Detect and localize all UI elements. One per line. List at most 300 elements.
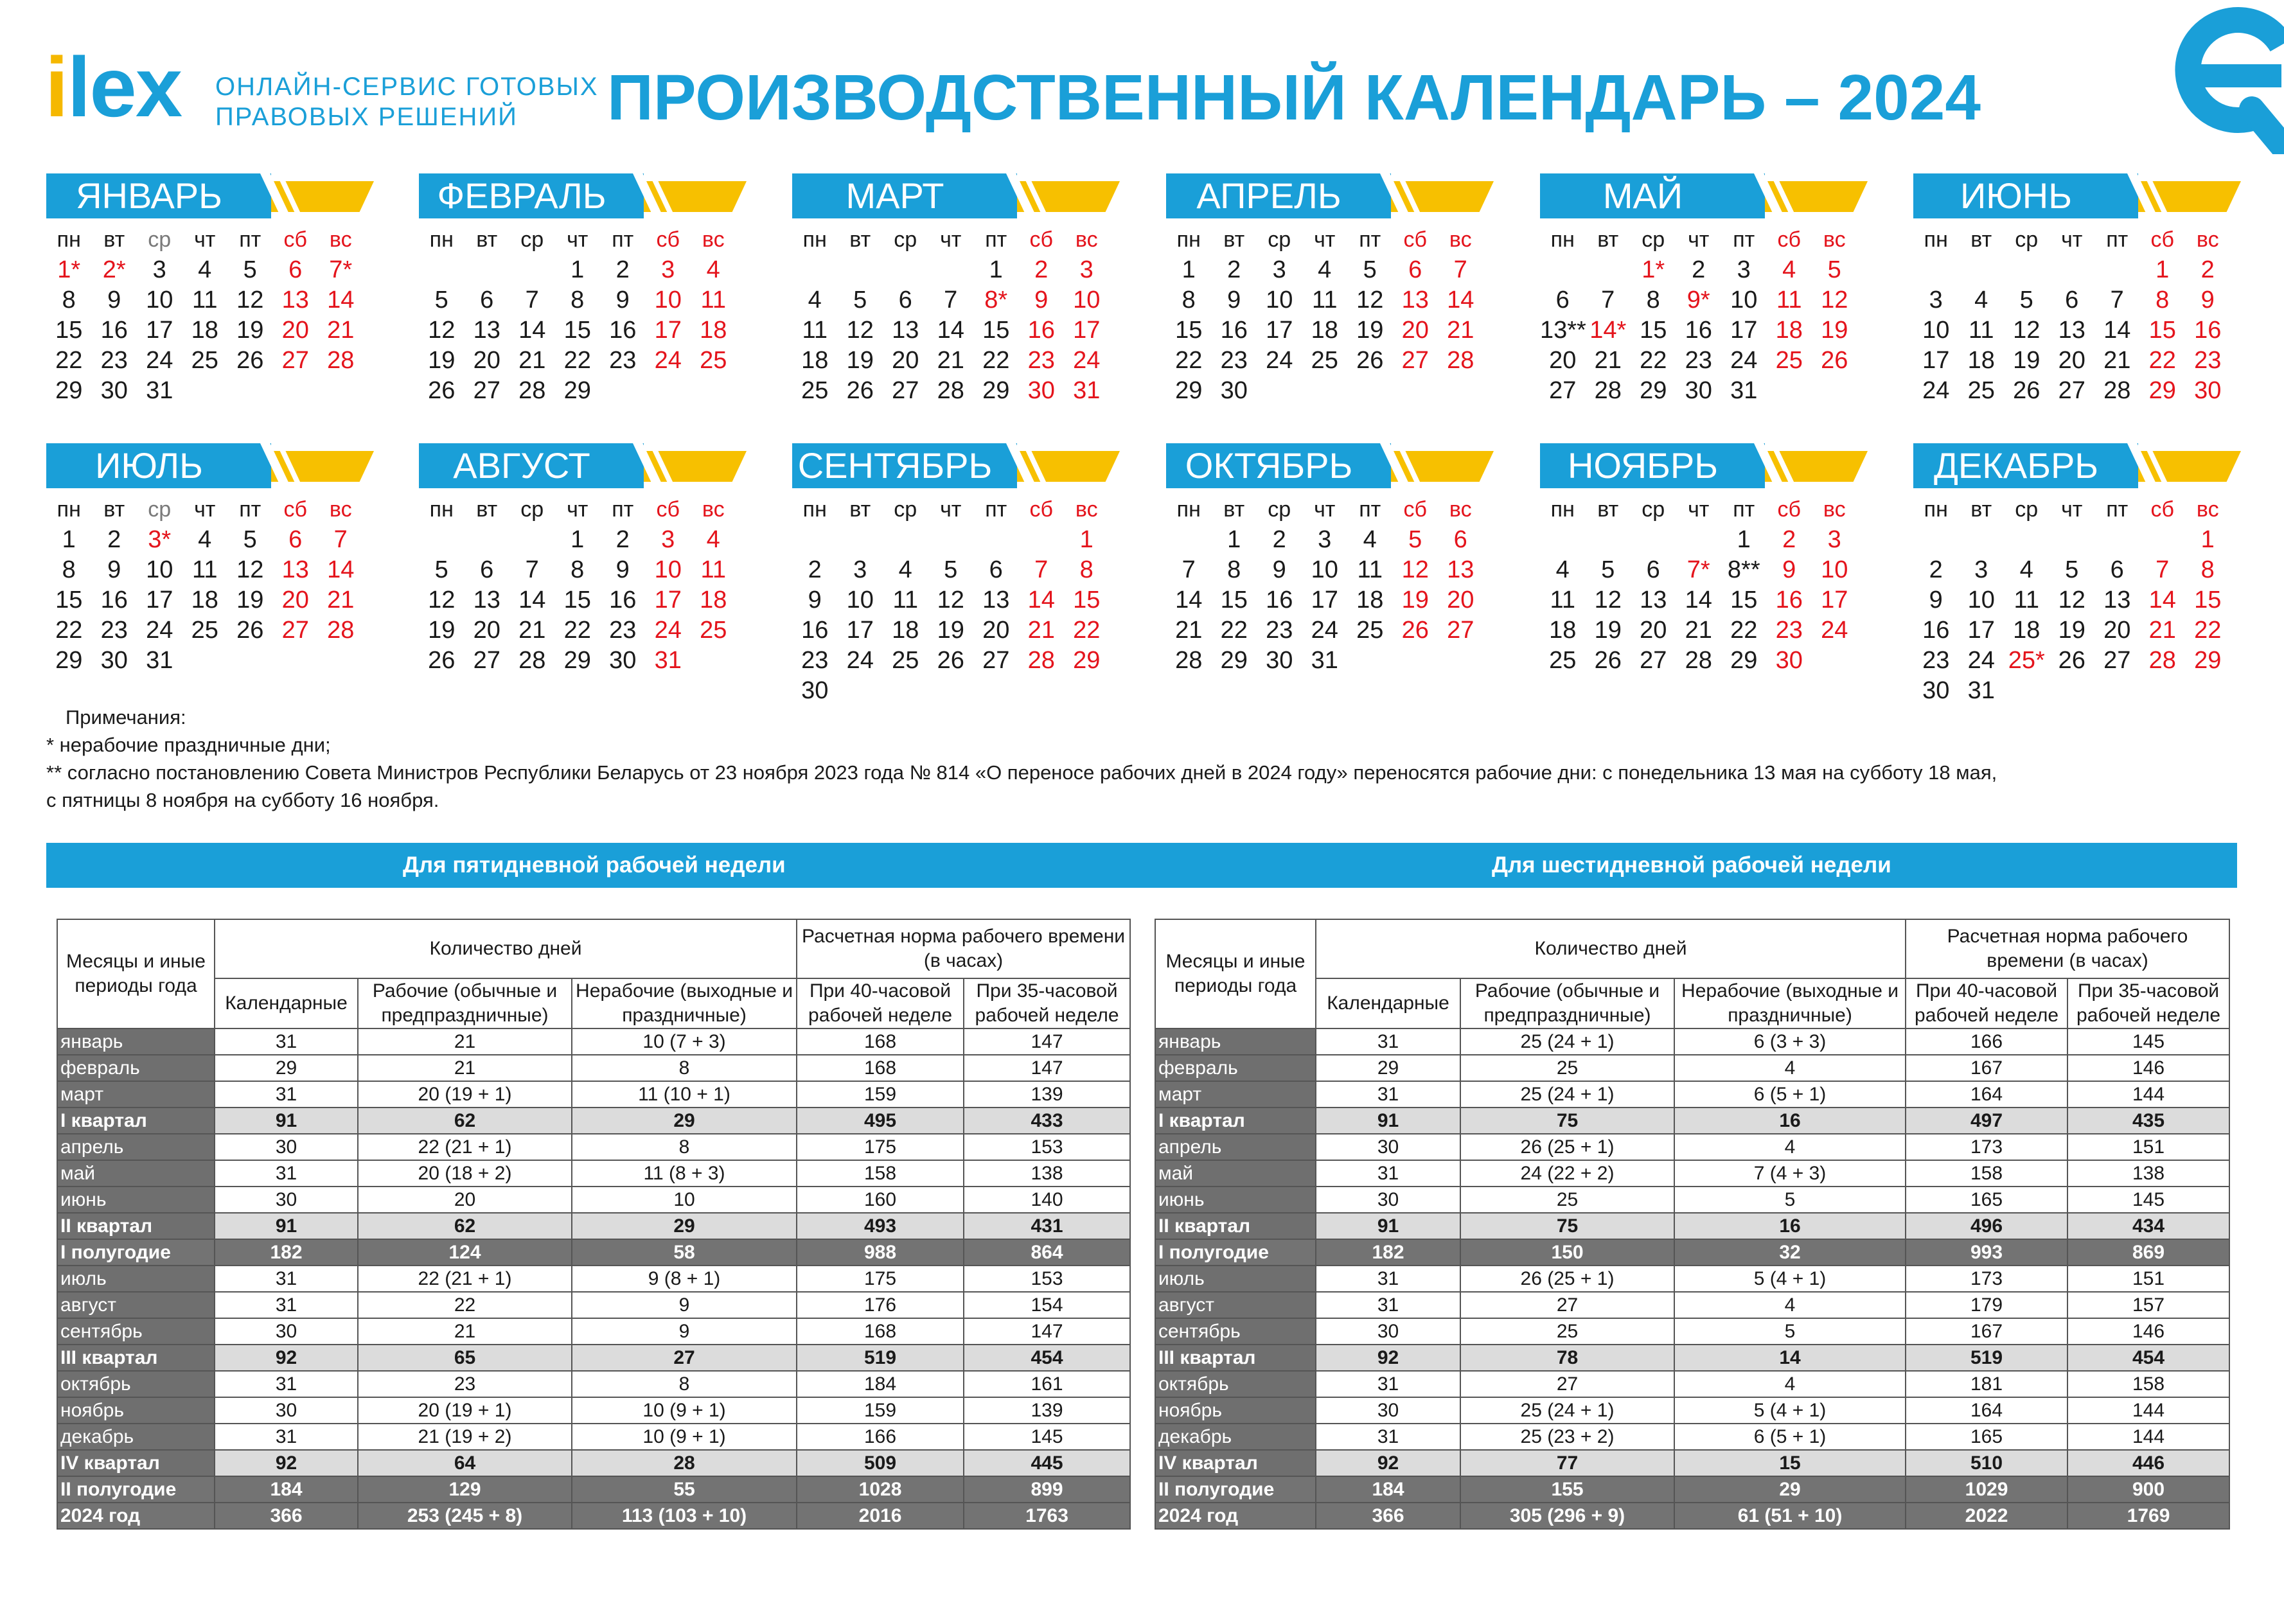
weekday-label: ср xyxy=(1268,227,1291,252)
table-cell: 11 (8 + 3) xyxy=(572,1160,797,1187)
day-cell: 21 xyxy=(1447,317,1474,344)
weekday-label: вс xyxy=(702,497,725,522)
month-name: СЕНТЯБРЬ xyxy=(797,445,993,486)
table-cell: 25 (24 + 1) xyxy=(1460,1028,1674,1055)
day-cell: 15 xyxy=(55,317,83,344)
table-cell: 24 (22 + 2) xyxy=(1460,1160,1674,1187)
table-cell: 175 xyxy=(797,1266,964,1292)
row-label: октябрь xyxy=(57,1371,215,1397)
day-cell: 30 xyxy=(1027,377,1055,404)
row-label: апрель xyxy=(57,1134,215,1160)
month-day-grid xyxy=(1913,225,2241,406)
table-cell: 988 xyxy=(797,1239,964,1266)
table-cell: 31 xyxy=(1316,1424,1460,1450)
table-cell: 25 (23 + 2) xyxy=(1460,1424,1674,1450)
table-cell: 151 xyxy=(2067,1266,2229,1292)
table-cell: 168 xyxy=(797,1318,964,1345)
empty-day xyxy=(1166,525,1212,555)
empty-day xyxy=(928,255,974,285)
empty-day xyxy=(1959,525,2005,555)
day-cell: 21 xyxy=(518,347,546,374)
table-cell: 145 xyxy=(2067,1028,2229,1055)
table-cell: 32 xyxy=(1674,1239,1906,1266)
note-1: * нерабочие праздничные дни; xyxy=(46,734,331,756)
day-cell: 14 xyxy=(1685,587,1712,613)
day-cell: 24 xyxy=(1922,377,1950,404)
day-cell: 19 xyxy=(937,617,964,644)
table-cell: 2022 xyxy=(1906,1503,2067,1529)
table-cell: 92 xyxy=(1316,1450,1460,1476)
day-cell: 8 xyxy=(1079,556,1093,583)
table-cell: 158 xyxy=(2067,1371,2229,1397)
day-cell: 25 xyxy=(191,617,218,644)
day-cell: 6 xyxy=(480,287,494,313)
table-cell: 25 xyxy=(1460,1187,1674,1213)
weekday-label: пт xyxy=(239,227,261,252)
day-cell: 28 xyxy=(518,647,546,674)
day-cell: 28 xyxy=(2148,647,2176,674)
table-cell: 30 xyxy=(1316,1187,1460,1213)
weekday-label: пн xyxy=(429,227,454,252)
day-cell: 26 xyxy=(1594,647,1622,674)
day-cell: 22 xyxy=(563,617,591,644)
day-cell: 10 xyxy=(1073,287,1101,313)
day-cell: 27 xyxy=(281,347,309,374)
table-cell: 21 xyxy=(358,1028,572,1055)
day-cell: 28 xyxy=(327,617,355,644)
row-label: июнь xyxy=(57,1187,215,1213)
day-cell: 3 xyxy=(1737,256,1751,283)
day-cell: 12 xyxy=(428,587,456,613)
day-cell: 12 xyxy=(236,556,264,583)
table-cell: 31 xyxy=(215,1292,358,1318)
table-cell: 147 xyxy=(964,1318,1130,1345)
day-cell: 1* xyxy=(1642,256,1665,283)
month-name: МАРТ xyxy=(845,175,944,216)
day-cell: 12 xyxy=(846,317,874,344)
day-cell: 8 xyxy=(1646,287,1660,313)
day-cell: 18 xyxy=(191,317,218,344)
day-cell: 2 xyxy=(808,556,822,583)
table-row xyxy=(57,1424,1130,1450)
table-cell: 869 xyxy=(2067,1239,2229,1266)
day-cell: 24 xyxy=(1073,347,1101,374)
day-cell: 15 xyxy=(2148,317,2176,344)
day-cell: 28 xyxy=(1027,647,1055,674)
day-cell: 28 xyxy=(1685,647,1712,674)
weekday-label: чт xyxy=(567,227,589,252)
month-header xyxy=(1540,443,1868,488)
day-cell: 21 xyxy=(1594,347,1622,374)
table-row xyxy=(1155,1292,2229,1318)
empty-day xyxy=(2049,255,2095,285)
day-cell: 11 xyxy=(700,287,726,313)
day-cell: 1 xyxy=(1079,526,1093,553)
day-cell: 7 xyxy=(525,556,539,583)
day-cell: 31 xyxy=(1730,377,1758,404)
day-cell: 28 xyxy=(2103,377,2131,404)
table-cell: 26 (25 + 1) xyxy=(1460,1134,1674,1160)
table-cell: 9 xyxy=(572,1292,797,1318)
row-label: сентябрь xyxy=(1155,1318,1316,1345)
day-cell: 16 xyxy=(801,617,829,644)
table-cell: 65 xyxy=(358,1345,572,1371)
day-cell: 3 xyxy=(853,556,867,583)
table-cell: 146 xyxy=(2067,1055,2229,1081)
day-cell: 15 xyxy=(1175,317,1203,344)
weekday-label: сб xyxy=(2150,227,2174,252)
day-cell: 15 xyxy=(563,317,591,344)
table-cell: 25 xyxy=(1460,1055,1674,1081)
empty-day xyxy=(792,255,838,285)
weekday-label: пт xyxy=(1733,227,1755,252)
day-cell: 24 xyxy=(654,617,682,644)
day-cell: 23 xyxy=(1266,617,1293,644)
day-cell: 9 xyxy=(1929,587,1943,613)
table-cell: 5 (4 + 1) xyxy=(1674,1397,1906,1424)
day-cell: 20 xyxy=(2103,617,2131,644)
day-cell: 4 xyxy=(706,526,720,553)
weekday-label: чт xyxy=(567,497,589,522)
weekday-label: сб xyxy=(1777,227,1801,252)
day-cell: 7 xyxy=(944,287,958,313)
day-cell: 14 xyxy=(1027,587,1055,613)
table-row xyxy=(1155,1055,2229,1081)
table-cell: 167 xyxy=(1906,1318,2067,1345)
table-cell: 64 xyxy=(358,1450,572,1476)
table-cell: 993 xyxy=(1906,1239,2067,1266)
weekday-label: пт xyxy=(1359,497,1381,522)
day-cell: 30 xyxy=(1922,677,1950,704)
table-cell: 29 xyxy=(572,1213,797,1239)
day-cell: 27 xyxy=(473,377,500,404)
day-cell: 23 xyxy=(609,347,637,374)
table-cell: 366 xyxy=(1316,1503,1460,1529)
day-cell: 7 xyxy=(525,287,539,313)
day-cell: 8* xyxy=(984,287,1008,313)
weekday-label: сб xyxy=(283,227,307,252)
day-cell: 17 xyxy=(1730,317,1758,344)
weekday-label: сб xyxy=(1029,227,1053,252)
day-cell: 5 xyxy=(434,287,448,313)
day-cell: 24 xyxy=(1967,647,1995,674)
table-cell: 31 xyxy=(1316,1028,1460,1055)
weekday-label: пт xyxy=(239,497,261,522)
table-cell: 510 xyxy=(1906,1450,2067,1476)
table-row xyxy=(1155,1134,2229,1160)
day-cell: 12 xyxy=(236,287,264,313)
weekday-label: пт xyxy=(1733,497,1755,522)
weekday-label: ср xyxy=(1642,497,1665,522)
day-cell: 17 xyxy=(1967,617,1995,644)
table-cell: 4 xyxy=(1674,1134,1906,1160)
month-name: ДЕКАБРЬ xyxy=(1933,445,2099,486)
table-row xyxy=(1155,1371,2229,1397)
month-11 xyxy=(1540,443,1868,676)
table-cell: 5 xyxy=(1674,1187,1906,1213)
day-cell: 15 xyxy=(563,587,591,613)
table-cell: 173 xyxy=(1906,1266,2067,1292)
table-cell: 519 xyxy=(797,1345,964,1371)
table-cell: 30 xyxy=(1316,1318,1460,1345)
day-cell: 2* xyxy=(102,256,126,283)
table-cell: 1028 xyxy=(797,1476,964,1503)
empty-day xyxy=(465,255,510,285)
table-row xyxy=(57,1108,1130,1134)
table-cell: 8 xyxy=(572,1055,797,1081)
month-1 xyxy=(46,173,374,406)
day-cell: 18 xyxy=(2013,617,2041,644)
month-header xyxy=(792,173,1120,218)
day-cell: 18 xyxy=(1356,587,1384,613)
table-cell: 30 xyxy=(215,1397,358,1424)
row-label: II полугодие xyxy=(57,1476,215,1503)
month-header xyxy=(1166,173,1494,218)
table-cell: 55 xyxy=(572,1476,797,1503)
day-cell: 12 xyxy=(1821,287,1848,313)
table-cell: 155 xyxy=(1460,1476,1674,1503)
day-cell: 29 xyxy=(55,647,83,674)
day-cell: 4 xyxy=(1974,287,1988,313)
table-cell: 15 xyxy=(1674,1450,1906,1476)
day-cell: 18 xyxy=(1967,347,1995,374)
table-cell: 31 xyxy=(1316,1160,1460,1187)
row-label: август xyxy=(1155,1292,1316,1318)
day-cell: 11 xyxy=(700,556,726,583)
weekday-label: пн xyxy=(1924,497,1948,522)
month-header xyxy=(792,443,1120,488)
table-cell: 28 xyxy=(572,1450,797,1476)
day-cell: 1 xyxy=(1227,526,1241,553)
day-cell: 1 xyxy=(989,256,1003,283)
col-nonworking: Нерабочие (выходные и праздничные) xyxy=(1674,978,1906,1028)
day-cell: 26 xyxy=(236,347,264,374)
day-cell: 30 xyxy=(1775,647,1803,674)
day-cell: 5 xyxy=(243,526,257,553)
table-cell: 138 xyxy=(2067,1160,2229,1187)
table-cell: 20 (19 + 1) xyxy=(358,1397,572,1424)
empty-day xyxy=(2094,525,2140,555)
weekday-label: вт xyxy=(476,497,498,522)
day-cell: 5 xyxy=(2065,556,2079,583)
row-label: ноябрь xyxy=(1155,1397,1316,1424)
table-cell: 21 xyxy=(358,1055,572,1081)
table-cell: 20 (19 + 1) xyxy=(358,1081,572,1108)
weekday-label: вс xyxy=(1075,227,1098,252)
day-cell: 25 xyxy=(191,347,218,374)
day-cell: 16 xyxy=(1922,617,1950,644)
day-cell: 11 xyxy=(1969,317,1994,344)
table-cell: 31 xyxy=(1316,1081,1460,1108)
day-cell: 15 xyxy=(1730,587,1758,613)
table-cell: 92 xyxy=(1316,1345,1460,1371)
table-cell: 144 xyxy=(2067,1424,2229,1450)
day-cell: 23 xyxy=(2194,347,2222,374)
weekday-label: ср xyxy=(148,227,172,252)
day-cell: 29 xyxy=(1220,647,1248,674)
table-cell: 16 xyxy=(1674,1213,1906,1239)
day-cell: 4 xyxy=(706,256,720,283)
day-cell: 24 xyxy=(1730,347,1758,374)
day-cell: 2 xyxy=(1034,256,1049,283)
tagline-line-2: ПРАВОВЫХ РЕШЕНИЙ xyxy=(215,103,518,132)
table-cell: 139 xyxy=(964,1397,1130,1424)
empty-day xyxy=(883,525,928,555)
day-cell: 29 xyxy=(1730,647,1758,674)
weekday-label: ср xyxy=(894,227,917,252)
day-cell: 8 xyxy=(2156,287,2170,313)
table-row xyxy=(57,1134,1130,1160)
weekday-label: чт xyxy=(1314,227,1336,252)
row-label: декабрь xyxy=(57,1424,215,1450)
table-cell: 61 (51 + 10) xyxy=(1674,1503,1906,1529)
table-six-day xyxy=(1155,919,2230,1530)
table-cell: 14 xyxy=(1674,1345,1906,1371)
weekday-label: вс xyxy=(2196,497,2219,522)
row-label: май xyxy=(1155,1160,1316,1187)
table-cell: 184 xyxy=(215,1476,358,1503)
day-cell: 20 xyxy=(473,617,500,644)
col-period: Месяцы и иные периоды года xyxy=(1155,919,1316,1028)
day-cell: 19 xyxy=(1356,317,1384,344)
day-cell: 20 xyxy=(1549,347,1577,374)
day-cell: 29 xyxy=(55,377,83,404)
col-norm: Расчетная норма рабочего времени (в часах) xyxy=(1906,919,2229,978)
table-cell: 140 xyxy=(964,1187,1130,1213)
table-cell: 175 xyxy=(797,1134,964,1160)
day-cell: 19 xyxy=(236,317,264,344)
table-row xyxy=(57,1187,1130,1213)
weekday-label: вт xyxy=(103,227,125,252)
note-2: ** согласно постановлению Совета Министров Республики Беларусь от 23 ноября 2023 года № 814 «О переносе рабочих дней в 2024 году» переносятся рабочие дни: с понедельника 13 мая на субботу 18 мая, xyxy=(46,761,1997,784)
day-cell: 23 xyxy=(1027,347,1055,374)
day-cell: 11 xyxy=(1312,287,1338,313)
day-cell: 14 xyxy=(2103,317,2131,344)
day-cell: 2 xyxy=(1782,526,1796,553)
table-cell: 176 xyxy=(797,1292,964,1318)
table-row xyxy=(1155,1318,2229,1345)
weekday-label: чт xyxy=(194,227,216,252)
table-row xyxy=(1155,1476,2229,1503)
table-cell: 1769 xyxy=(2067,1503,2229,1529)
day-cell: 23 xyxy=(100,617,128,644)
month-day-grid xyxy=(792,495,1120,706)
weekday-label: вт xyxy=(849,227,871,252)
empty-day xyxy=(1913,255,1959,285)
col-period: Месяцы и иные периоды года xyxy=(57,919,215,1028)
table-row xyxy=(57,1239,1130,1266)
table-cell: 75 xyxy=(1460,1108,1674,1134)
row-label: май xyxy=(57,1160,215,1187)
weekday-label: вс xyxy=(1449,227,1472,252)
weekday-label: сб xyxy=(1777,497,1801,522)
day-cell: 19 xyxy=(2013,347,2041,374)
day-cell: 29 xyxy=(563,647,591,674)
table-cell: 62 xyxy=(358,1213,572,1239)
table-row xyxy=(1155,1266,2229,1292)
table-cell: 864 xyxy=(964,1239,1130,1266)
day-cell: 23 xyxy=(1685,347,1712,374)
day-cell: 8** xyxy=(1727,556,1760,583)
day-cell: 23 xyxy=(609,617,637,644)
table-cell: 31 xyxy=(215,1028,358,1055)
day-cell: 18 xyxy=(700,317,727,344)
table-cell: 29 xyxy=(1316,1055,1460,1081)
day-cell: 11 xyxy=(802,317,828,344)
day-cell: 6 xyxy=(898,287,912,313)
weekday-label: вт xyxy=(1597,227,1619,252)
day-cell: 19 xyxy=(846,347,874,374)
month-name: ИЮЛЬ xyxy=(95,445,203,486)
table-cell: 6 (3 + 3) xyxy=(1674,1028,1906,1055)
weekday-label: ср xyxy=(520,497,544,522)
table-cell: 4 xyxy=(1674,1055,1906,1081)
day-cell: 22 xyxy=(563,347,591,374)
row-label: декабрь xyxy=(1155,1424,1316,1450)
table-cell: 27 xyxy=(572,1345,797,1371)
day-cell: 22 xyxy=(55,617,83,644)
day-cell: 30 xyxy=(2194,377,2222,404)
day-cell: 13 xyxy=(982,587,1010,613)
weekday-label: вт xyxy=(1970,227,1992,252)
day-cell: 31 xyxy=(1967,677,1995,704)
day-cell: 6 xyxy=(1453,526,1467,553)
col-norm: Расчетная норма рабочего времени (в часах) xyxy=(797,919,1130,978)
day-cell: 16 xyxy=(1266,587,1293,613)
table-cell: 9 (8 + 1) xyxy=(572,1266,797,1292)
weekday-label: пн xyxy=(1924,227,1948,252)
day-cell: 11 xyxy=(1776,287,1802,313)
day-cell: 23 xyxy=(100,347,128,374)
table-row xyxy=(57,1081,1130,1108)
day-cell: 13 xyxy=(1401,287,1429,313)
day-cell: 19 xyxy=(2058,617,2085,644)
table-cell: 23 xyxy=(358,1371,572,1397)
weekday-label: пт xyxy=(612,227,634,252)
table-cell: 151 xyxy=(2067,1134,2229,1160)
month-name: АПРЕЛЬ xyxy=(1196,175,1341,216)
table-row xyxy=(1155,1213,2229,1239)
table-row xyxy=(1155,1503,2229,1529)
day-cell: 13 xyxy=(1447,556,1474,583)
table-row xyxy=(57,1160,1130,1187)
table-cell: 30 xyxy=(215,1187,358,1213)
row-label: I полугодие xyxy=(57,1239,215,1266)
table-cell: 2016 xyxy=(797,1503,964,1529)
empty-day xyxy=(2004,525,2049,555)
weekday-label: пт xyxy=(985,227,1007,252)
weekday-label: вс xyxy=(702,227,725,252)
day-cell: 20 xyxy=(982,617,1010,644)
table-cell: 145 xyxy=(2067,1187,2229,1213)
empty-day xyxy=(2004,255,2049,285)
day-cell: 11 xyxy=(192,287,218,313)
table-row xyxy=(57,1028,1130,1055)
weekday-label: чт xyxy=(2061,497,2083,522)
day-cell: 1 xyxy=(571,526,585,553)
day-cell: 19 xyxy=(1594,617,1622,644)
day-cell: 10 xyxy=(146,287,173,313)
day-cell: 15 xyxy=(1640,317,1667,344)
month-2 xyxy=(419,173,747,406)
day-cell: 25* xyxy=(2008,647,2045,674)
weekday-label: сб xyxy=(1403,227,1427,252)
day-cell: 4 xyxy=(2019,556,2033,583)
day-cell: 18 xyxy=(1775,317,1803,344)
day-cell: 7 xyxy=(1601,287,1615,313)
table-cell: 1763 xyxy=(964,1503,1130,1529)
day-cell: 4 xyxy=(898,556,912,583)
